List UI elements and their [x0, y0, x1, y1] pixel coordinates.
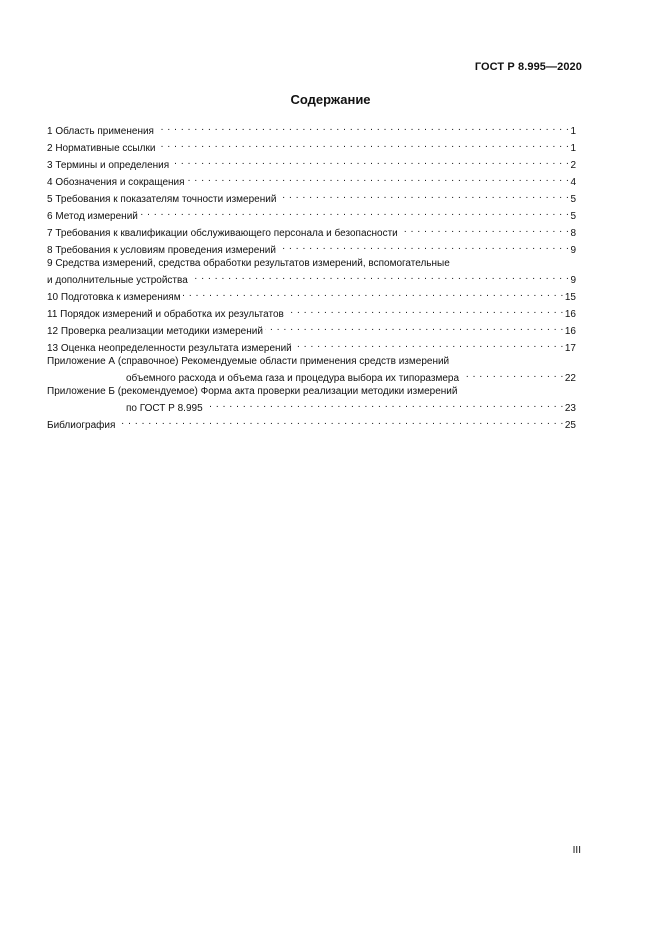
- dot-leader: [157, 138, 569, 151]
- toc-entry[interactable]: [47, 189, 576, 205]
- toc-entry[interactable]: [47, 206, 576, 222]
- toc-entry-label: 6 Метод измерений: [47, 211, 138, 222]
- toc-entry-page: 9: [570, 275, 576, 286]
- toc-entry-page: 16: [564, 309, 576, 320]
- dot-leader: [183, 287, 564, 300]
- dot-leader: [461, 368, 564, 381]
- toc-entry-page: 22: [564, 373, 576, 384]
- toc-entry-label: по ГОСТ Р 8.995: [126, 403, 203, 414]
- toc-entry-label: 5 Требования к показателям точности измерений: [47, 194, 277, 205]
- toc-entry-page: 5: [570, 194, 576, 205]
- toc-entry[interactable]: [47, 338, 576, 354]
- dot-leader: [278, 189, 569, 202]
- dot-leader: [171, 155, 569, 168]
- toc-entry-label: 7 Требования к квалификации обслуживающего персонала и безопасности: [47, 228, 398, 239]
- toc-entry-page: 4: [570, 177, 576, 188]
- toc-entry[interactable]: [47, 223, 576, 239]
- toc-entry[interactable]: [47, 257, 576, 286]
- toc-entry-page: 9: [570, 245, 576, 256]
- toc-entry[interactable]: [47, 415, 576, 431]
- toc-entry-label: 4 Обозначения и сокращения: [47, 177, 185, 188]
- toc-entry-label: 2 Нормативные ссылки: [47, 143, 156, 154]
- toc-entry[interactable]: [47, 121, 576, 137]
- toc-entry-page: 23: [564, 403, 576, 414]
- toc-entry[interactable]: [47, 321, 576, 337]
- toc-entry-label: объемного расхода и объема газа и процедура выбора их типоразмера: [126, 373, 460, 384]
- toc-entry-label: 11 Порядок измерений и обработка их результатов: [47, 309, 284, 320]
- toc-entry[interactable]: [47, 304, 576, 320]
- toc-entry-label: 10 Подготовка к измерениям: [47, 292, 181, 303]
- toc-entry-page: 25: [564, 420, 576, 431]
- document-identifier: ГОСТ Р 8.995—2020: [474, 61, 582, 73]
- toc-entry-label: Библиография: [47, 420, 116, 431]
- dot-leader: [400, 223, 570, 236]
- dot-leader: [156, 121, 569, 134]
- toc-entry-label: 3 Термины и определения: [47, 160, 170, 171]
- toc-entry[interactable]: [47, 287, 576, 303]
- toc-entry-label: 1 Область применения: [47, 126, 154, 137]
- page-number: III: [572, 845, 581, 856]
- dot-leader: [294, 338, 564, 351]
- toc-entry-page: 2: [570, 160, 576, 171]
- toc-entry-label-line1: Приложение А (справочное) Рекомендуемые области применения средств измерений: [47, 356, 450, 367]
- toc-title: Содержание: [290, 92, 371, 107]
- toc-entry-label: и дополнительные устройства: [47, 275, 188, 286]
- toc-entry-page: 5: [570, 211, 576, 222]
- toc-entry[interactable]: [47, 138, 576, 154]
- dot-leader: [190, 270, 570, 283]
- table-of-contents: [47, 121, 576, 431]
- dot-leader: [265, 321, 564, 334]
- toc-entry-page: 1: [570, 126, 576, 137]
- toc-entry[interactable]: [47, 355, 576, 384]
- dot-leader: [117, 415, 563, 428]
- dot-leader: [278, 240, 569, 253]
- toc-entry[interactable]: [47, 155, 576, 171]
- dot-leader: [187, 172, 570, 185]
- dot-leader: [140, 206, 570, 219]
- toc-entry[interactable]: [47, 385, 576, 414]
- toc-entry-page: 16: [564, 326, 576, 337]
- toc-entry-label: 13 Оценка неопределенности результата измерений: [47, 343, 292, 354]
- dot-leader: [286, 304, 564, 317]
- toc-entry[interactable]: [47, 240, 576, 256]
- toc-entry-label: 8 Требования к условиям проведения измерений: [47, 245, 276, 256]
- toc-entry[interactable]: [47, 172, 576, 188]
- toc-entry-label: 12 Проверка реализации методики измерений: [47, 326, 263, 337]
- toc-entry-page: 8: [570, 228, 576, 239]
- toc-entry-page: 1: [570, 143, 576, 154]
- toc-entry-page: 15: [564, 292, 576, 303]
- toc-entry-label-line1: Приложение Б (рекомендуемое) Форма акта проверки реализации методики измерений: [47, 386, 458, 397]
- toc-entry-label-line1: 9 Средства измерений, средства обработки результатов измерений, вспомогательные: [47, 258, 450, 269]
- toc-entry-page: 17: [564, 343, 576, 354]
- dot-leader: [205, 398, 564, 411]
